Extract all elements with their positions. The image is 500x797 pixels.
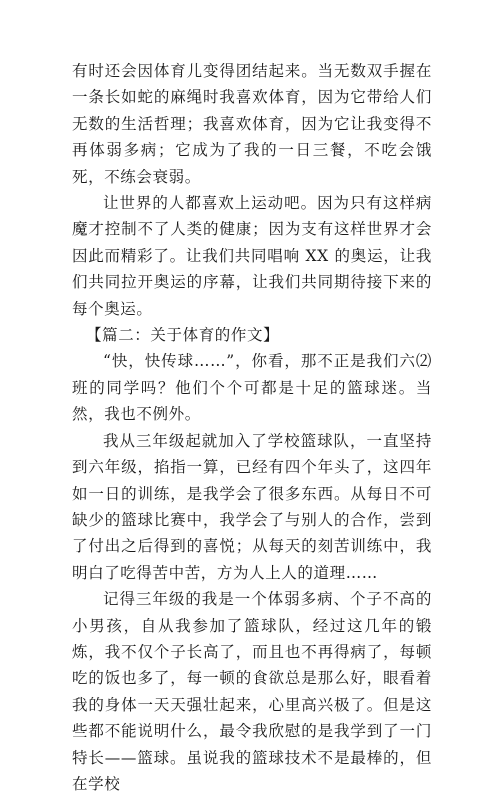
paragraph-3: “快，快传球……”，你看，那不正是我们六⑵班的同学吗？他们个个可都是十足的篮球迷。当然，我也不例外。 <box>72 352 432 424</box>
paragraph-2: 让世界的人都喜欢上运动吧。因为只有这样病魔才控制不了人类的健康；因为支有这样世界才会因此而精彩了。让我们共同唱响 XX 的奥运，让我们共同拉开奥运的序幕，让我们共同期待接下来的每个奥运。 <box>72 194 432 318</box>
document-page <box>72 58 432 797</box>
paragraph-4: 我从三年级起就加入了学校篮球队，一直坚持到六年级，掐指一算，已经有四个年头了，这四年如一日的训练，是我学会了很多东西。从每日不可缺少的篮球比赛中，我学会了与别人的合作，尝到了付出之后得到的喜悦；从每天的刻苦训练中，我明白了吃得苦中苦，方为人上人的道理…… <box>72 431 432 582</box>
paragraph-1: 有时还会因体育儿变得团结起来。当无数双手握在一条长如蛇的麻绳时我喜欢体育，因为它带给人们无数的生活哲理；我喜欢体育，因为它让我变得不再体弱多病；它成为了我的一日三餐，不吃会饿死，不练会衰弱。 <box>72 62 432 186</box>
section-heading: 【篇二：关于体育的作文】 <box>86 326 280 345</box>
paragraph-5: 记得三年级的我是一个体弱多病、个子不高的小男孩，自从我参加了篮球队，经过这几年的锻炼，我不仅个子长高了，而且也不再得病了，每顿吃的饭也多了，每一顿的食欲总是那么好，眼看着我的身体一天天强壮起来，心里高兴极了。但是这些都不能说明什么，最令我欣慰的是我学到了一门特长——篮球。虽说我的篮球技术不是最棒的，但在学校 <box>72 590 432 793</box>
